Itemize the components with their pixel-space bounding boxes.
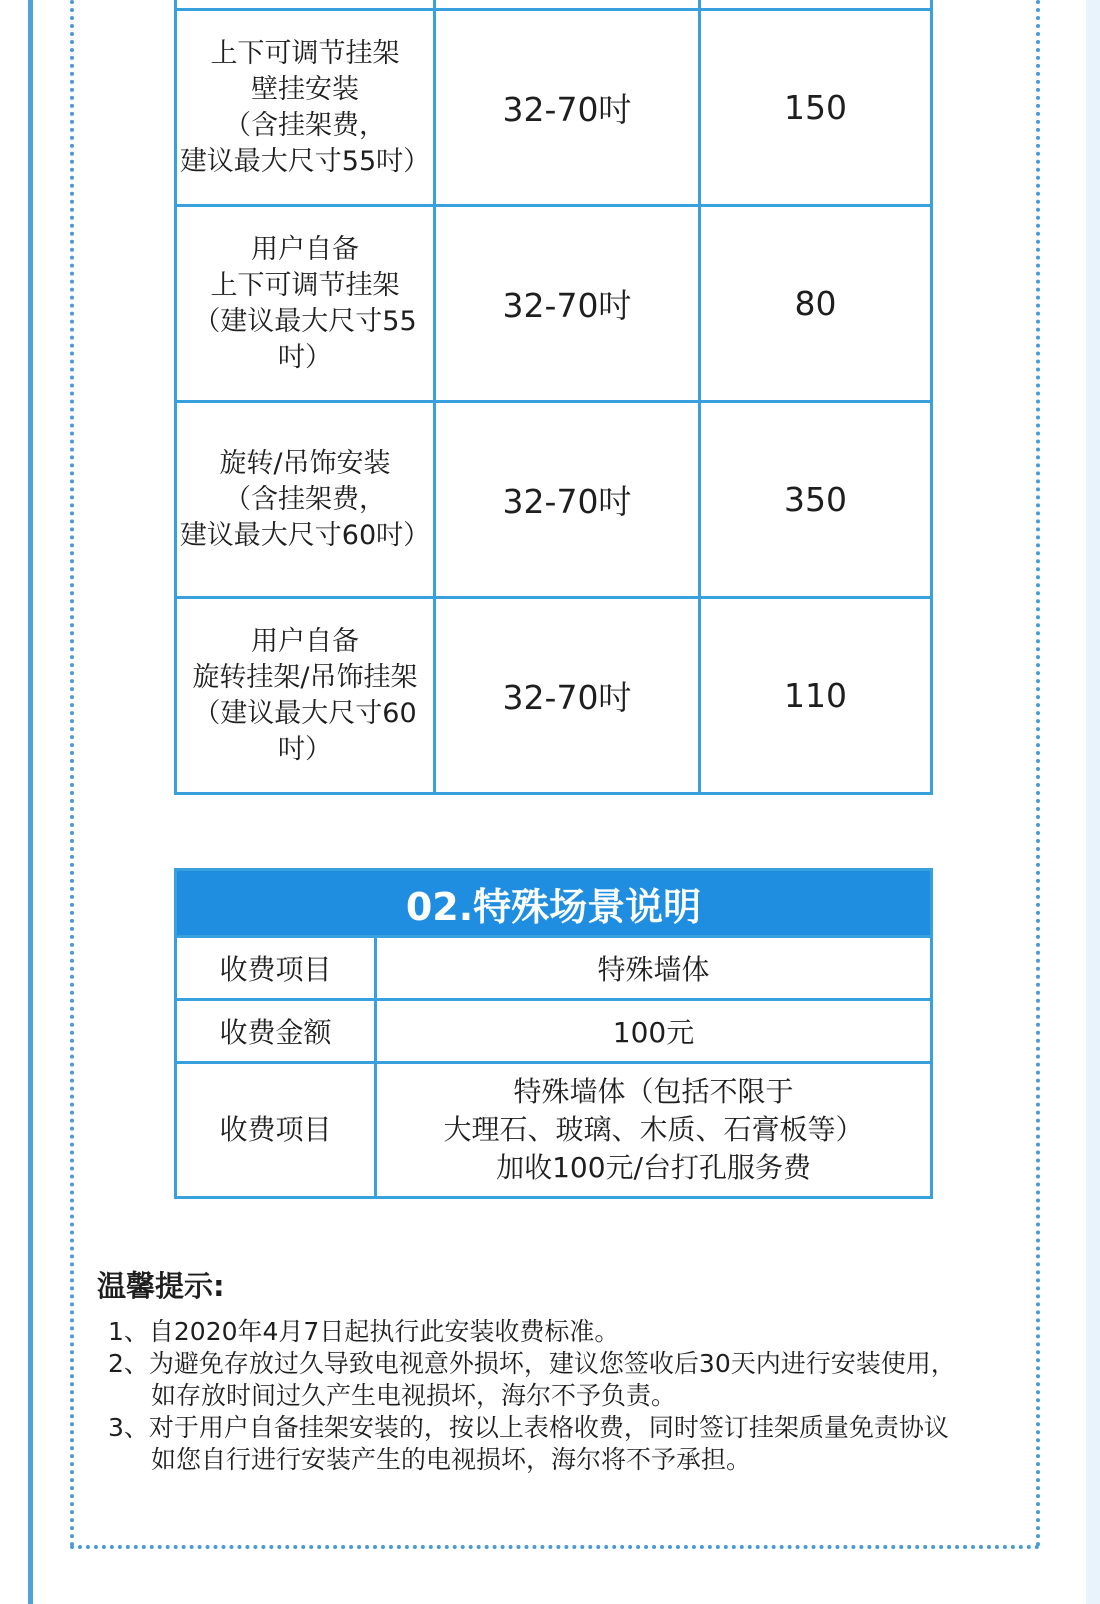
row-value-line: 大理石、玻璃、木质、石膏板等）	[443, 1113, 864, 1146]
row-label: 收费项目	[176, 1063, 376, 1198]
install-type-cell	[176, 402, 435, 598]
table-cell	[176, 0, 435, 10]
special-scenario-table	[174, 868, 933, 1199]
install-type-cell	[176, 598, 435, 794]
dotted-frame-left	[70, 0, 74, 1548]
tips-title: 温馨提示:	[97, 1269, 225, 1303]
row-value	[376, 1063, 932, 1198]
install-type-cell	[176, 206, 435, 402]
table-cell	[700, 0, 932, 10]
tip-item: 1、自2020年4月7日起执行此安装收费标准。	[108, 1317, 620, 1346]
row-label: 收费金额	[176, 1000, 376, 1063]
install-type-note: （建议最大尺寸60吋）	[193, 697, 417, 765]
table-row	[176, 1063, 932, 1198]
table-row	[176, 10, 932, 206]
table-row	[176, 206, 932, 402]
install-type-line: 上下可调节挂架	[210, 37, 400, 69]
install-type-line: 旋转挂架/吊饰挂架	[192, 661, 418, 693]
tip-item: 2、为避免存放过久导致电视意外损坏，建议您签收后30天内进行安装使用，	[108, 1349, 956, 1378]
tip-item-continuation: 如存放时间过久产生电视损坏，海尔不予负责。	[151, 1381, 677, 1410]
price-cell: 350	[700, 402, 932, 598]
install-type-line: 上下可调节挂架	[210, 269, 400, 301]
install-type-note: 建议最大尺寸55吋）	[179, 145, 431, 177]
price-cell: 80	[700, 206, 932, 402]
row-value-line: 特殊墙体（包括不限于	[513, 1075, 794, 1108]
tv-size-cell: 32-70吋	[435, 206, 700, 402]
tv-size-cell: 32-70吋	[435, 598, 700, 794]
tv-size-cell: 32-70吋	[435, 10, 700, 206]
price-cell: 110	[700, 598, 932, 794]
table-header-row	[176, 870, 932, 937]
page-left-border	[28, 0, 33, 1604]
dotted-frame-right	[1036, 0, 1040, 1548]
install-type-note: （建议最大尺寸55吋）	[193, 305, 417, 373]
install-type-line: 壁挂安装	[251, 73, 359, 105]
row-value: 100元	[376, 1000, 932, 1063]
install-type-note: （含挂架费，	[224, 483, 386, 515]
row-value: 特殊墙体	[376, 937, 932, 1000]
tip-item: 3、对于用户自备挂架安装的，按以上表格收费，同时签订挂架质量免责协议	[108, 1413, 949, 1442]
dotted-frame-bottom	[70, 1545, 1040, 1549]
install-type-note: 建议最大尺寸60吋）	[179, 519, 431, 551]
tip-item-continuation: 如您自行进行安装产生的电视损坏，海尔将不予承担。	[151, 1445, 752, 1474]
price-cell: 150	[700, 10, 932, 206]
tv-size-cell: 32-70吋	[435, 402, 700, 598]
row-label: 收费项目	[176, 937, 376, 1000]
table-row	[176, 1000, 932, 1063]
table-row	[176, 598, 932, 794]
install-type-line: 旋转/吊饰安装	[219, 447, 391, 479]
tips-list	[108, 1316, 1028, 1476]
page-right-edge	[1086, 0, 1100, 1604]
install-type-note: （含挂架费，	[224, 109, 386, 141]
table-row-cut-off	[176, 0, 932, 10]
install-type-line: 用户自备	[251, 625, 359, 657]
table-row	[176, 937, 932, 1000]
table-cell	[435, 0, 700, 10]
install-type-cell	[176, 10, 435, 206]
row-value-line: 加收100元/台打孔服务费	[496, 1151, 811, 1184]
section-title: 02.特殊场景说明	[176, 870, 932, 937]
install-type-line: 用户自备	[251, 233, 359, 265]
table-row	[176, 402, 932, 598]
installation-price-table	[174, 0, 933, 795]
